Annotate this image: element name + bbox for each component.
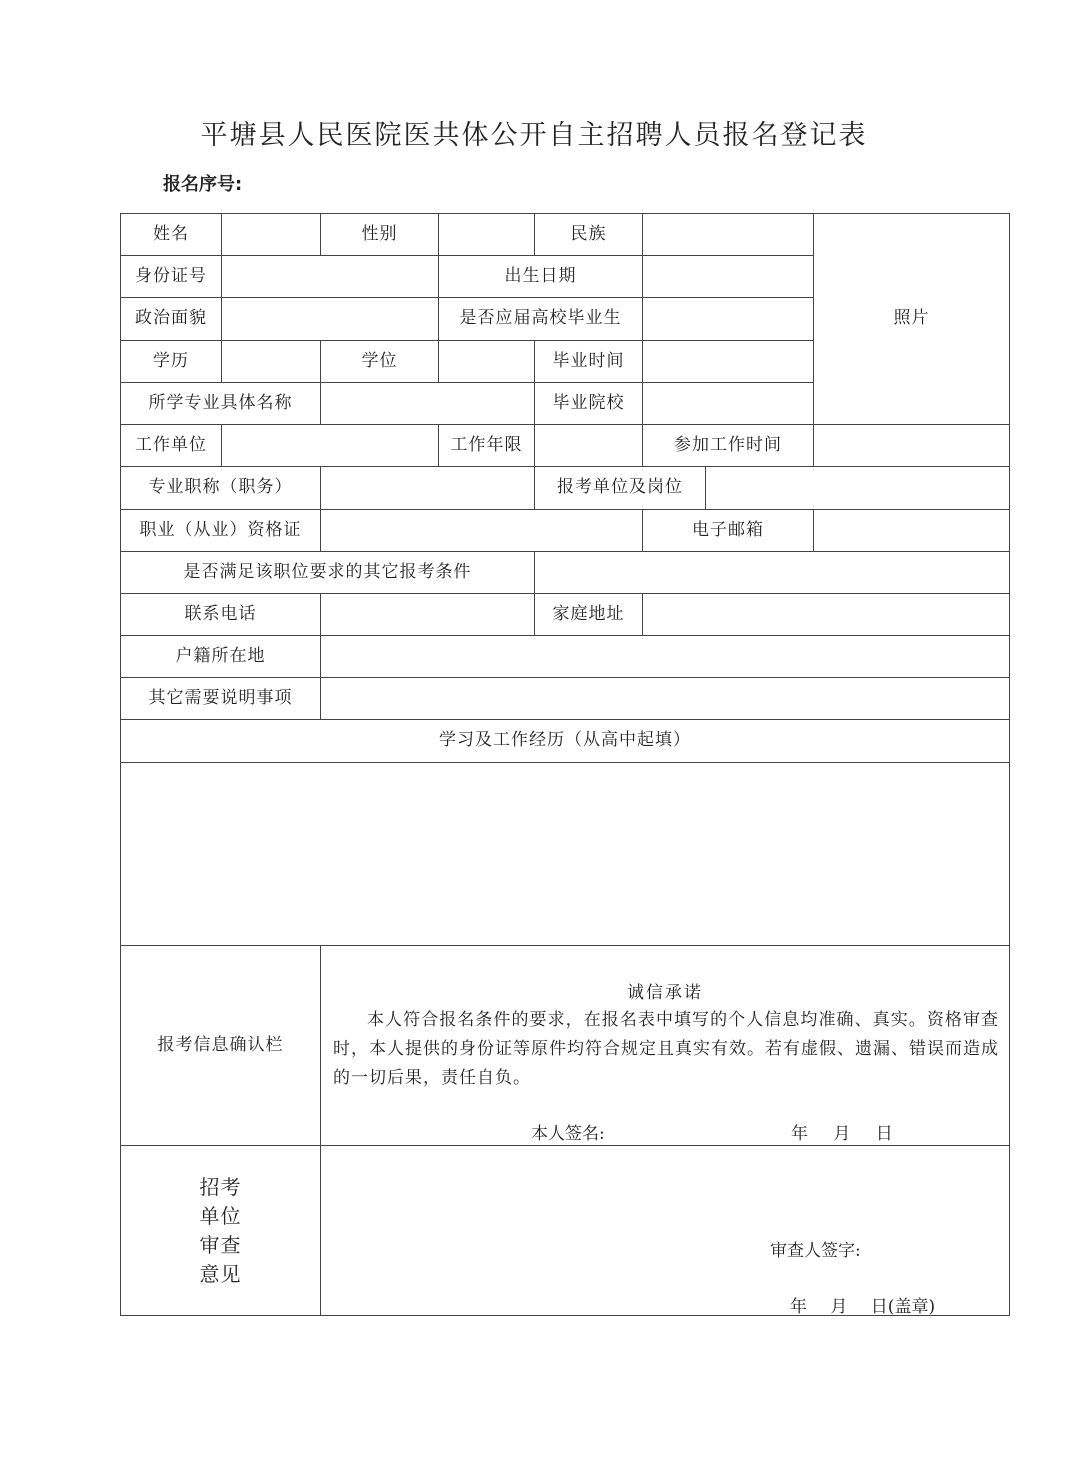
- label-gender: 性别: [321, 214, 439, 256]
- review-label-line-2: 单位: [199, 1203, 242, 1228]
- applicant-signature-label[interactable]: 本人签名:: [531, 1124, 605, 1144]
- experience-field[interactable]: [121, 763, 1010, 946]
- degree-field[interactable]: [439, 341, 535, 383]
- political-status-field[interactable]: [222, 298, 439, 341]
- ethnicity-field[interactable]: [643, 214, 814, 256]
- label-school: 毕业院校: [535, 383, 643, 425]
- form-title: 平塘县人民医院医共体公开自主招聘人员报名登记表: [200, 120, 868, 151]
- household-field[interactable]: [321, 636, 1010, 678]
- label-title-rank: 专业职称（职务）: [121, 467, 321, 510]
- label-household: 户籍所在地: [121, 636, 321, 678]
- gender-field[interactable]: [439, 214, 535, 256]
- email-field[interactable]: [814, 510, 1010, 552]
- major-field[interactable]: [321, 383, 535, 425]
- label-confirm: 报考信息确认栏: [121, 946, 321, 1146]
- label-education: 学历: [121, 341, 222, 383]
- review-date-label: 年 月 日(盖章): [790, 1297, 936, 1317]
- promise-block: [321, 946, 1010, 1146]
- phone-field[interactable]: [321, 594, 535, 636]
- experience-header: 学习及工作经历（从高中起填）: [121, 720, 1010, 763]
- other-notes-field[interactable]: [321, 678, 1010, 720]
- school-field[interactable]: [643, 383, 814, 425]
- label-political-status: 政治面貌: [121, 298, 222, 341]
- label-other-notes: 其它需要说明事项: [121, 678, 321, 720]
- reviewer-signature-label[interactable]: 审查人签字:: [770, 1241, 861, 1261]
- registration-form: [120, 213, 1010, 1316]
- label-phone: 联系电话: [121, 594, 321, 636]
- label-address: 家庭地址: [535, 594, 643, 636]
- label-name: 姓名: [121, 214, 222, 256]
- work-unit-field[interactable]: [222, 425, 439, 467]
- label-work-years: 工作年限: [439, 425, 535, 467]
- label-fresh-graduate: 是否应届高校毕业生: [439, 298, 643, 341]
- education-field[interactable]: [222, 341, 321, 383]
- id-number-field[interactable]: [222, 256, 439, 298]
- label-major: 所学专业具体名称: [121, 383, 321, 425]
- work-years-field[interactable]: [535, 425, 643, 467]
- work-start-field[interactable]: [814, 425, 1010, 467]
- title-rank-field[interactable]: [321, 467, 535, 510]
- review-label-line-3: 审查: [199, 1232, 242, 1257]
- name-field[interactable]: [222, 214, 321, 256]
- label-qualification: 职业（从业）资格证: [121, 510, 321, 552]
- applicant-date-label: 年 月 日: [791, 1124, 893, 1144]
- promise-text: 本人符合报名条件的要求，在报名表中填写的个人信息均准确、真实。资格审查时，本人提供的身份证等原件均符合规定且真实有效。若有虚假、遗漏、错误而造成的一切后果，责任自负。: [333, 1010, 999, 1088]
- other-requirements-field[interactable]: [535, 552, 1010, 594]
- label-review: [121, 1146, 321, 1315]
- label-other-requirements: 是否满足该职位要求的其它报考条件: [121, 552, 535, 594]
- label-graduation-time: 毕业时间: [535, 341, 643, 383]
- graduation-time-field[interactable]: [643, 341, 814, 383]
- review-label-line-4: 意见: [199, 1261, 242, 1286]
- label-birth-date: 出生日期: [439, 256, 643, 298]
- label-degree: 学位: [321, 341, 439, 383]
- review-block: [321, 1146, 1010, 1315]
- label-id-number: 身份证号: [121, 256, 222, 298]
- label-work-unit: 工作单位: [121, 425, 222, 467]
- serial-number-label: 报名序号:: [163, 174, 243, 195]
- label-apply-post: 报考单位及岗位: [535, 467, 706, 510]
- qualification-field[interactable]: [321, 510, 643, 552]
- apply-post-field[interactable]: [706, 467, 1010, 510]
- fresh-graduate-field[interactable]: [643, 298, 814, 341]
- review-label-line-1: 招考: [199, 1174, 242, 1199]
- label-ethnicity: 民族: [535, 214, 643, 256]
- promise-title: 诚信承诺: [627, 983, 703, 1003]
- label-work-start: 参加工作时间: [643, 425, 814, 467]
- birth-date-field[interactable]: [643, 256, 814, 298]
- label-email: 电子邮箱: [643, 510, 814, 552]
- photo-box[interactable]: 照片: [814, 214, 1010, 425]
- address-field[interactable]: [643, 594, 1010, 636]
